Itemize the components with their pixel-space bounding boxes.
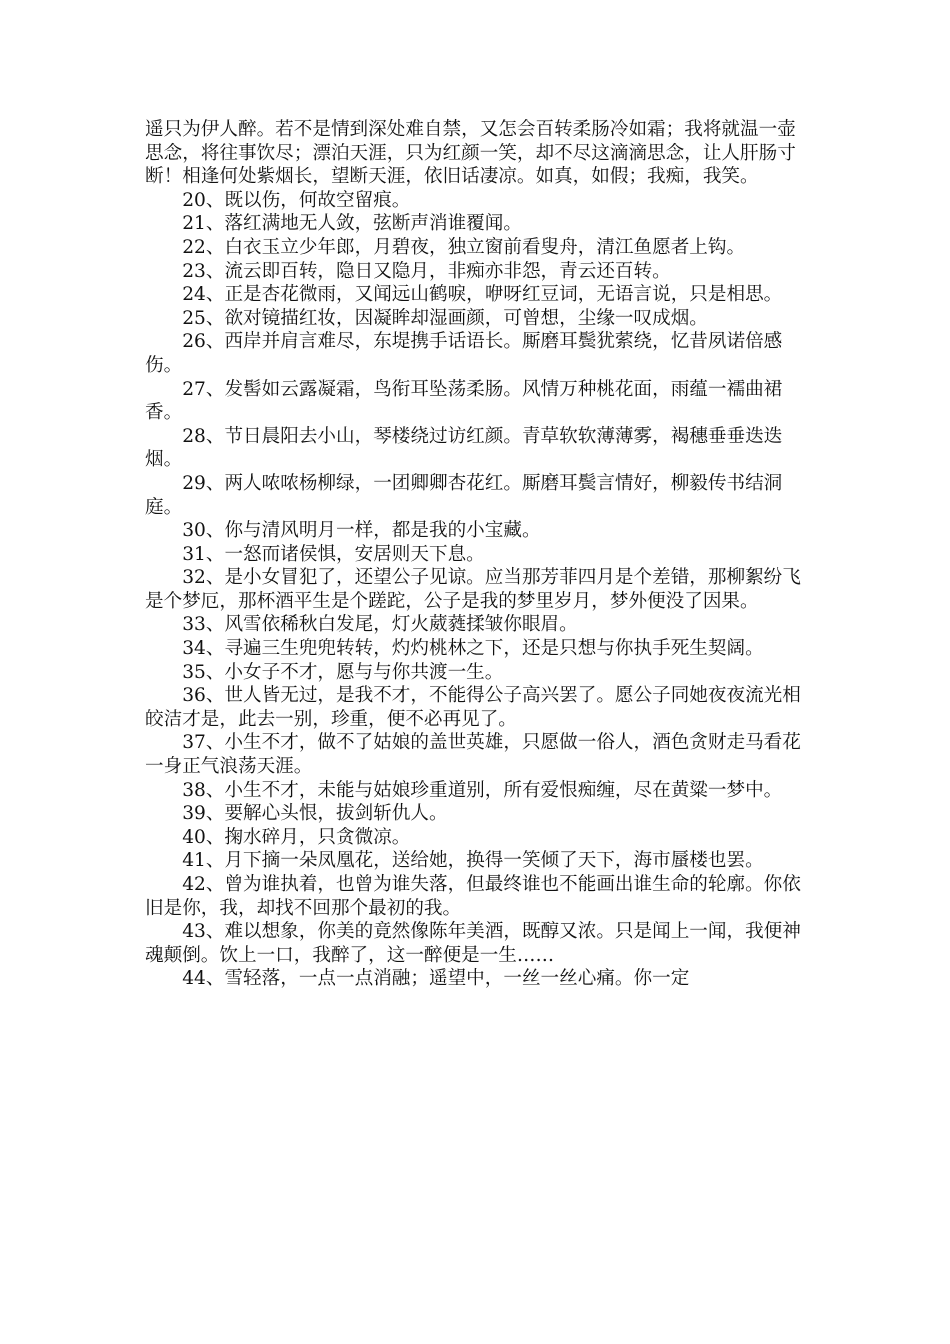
paragraph-32: 32、是小女冒犯了，还望公子见谅。应当那芳菲四月是个差错，那柳絮纷飞是个梦厄，那杯酒平生是个蹉跎，公子是我的梦里岁月，梦外便没了因果。 (145, 567, 801, 612)
paragraph-36: 36、世人皆无过，是我不才，不能得公子高兴罢了。愿公子同她夜夜流光相皎洁才是，此去一别，珍重，便不必再见了。 (145, 685, 801, 730)
paragraph-continuation: 遥只为伊人醉。若不是情到深处难自禁，又怎会百转柔肠冷如霜；我将就温一壶思念，将往事饮尽；漂泊天涯，只为红颜一笑，却不尽这滴滴思念，让人肝肠寸断！相逢何处紫烟长，望断天涯，依旧话凄凉。如真，如假；我痴，我笑。 (145, 119, 796, 188)
paragraph-43: 43、难以想象，你美的竟然像陈年美酒，既醇又浓。只是闻上一闻，我便神魂颠倒。饮上一口，我醉了，这一醉便是一生…… (145, 921, 801, 966)
paragraph-29: 29、两人哝哝杨柳绿，一团卿卿杏花红。厮磨耳鬓言情好，柳毅传书结洞庭。 (145, 472, 783, 518)
paragraph-41: 41、月下摘一朵凤凰花，送给她，换得一笑倾了天下，海市蜃楼也罢。 (182, 850, 764, 872)
document-body (145, 118, 811, 991)
paragraph-31: 31、一怒而诸侯惧，安居则天下息。 (182, 543, 485, 565)
paragraph-33: 33、风雪依稀秋白发尾，灯火葳蕤揉皱你眼眉。 (182, 614, 578, 636)
paragraph-35: 35、小女子不才，愿与与你共渡一生。 (182, 661, 504, 683)
paragraph-42: 42、曾为谁执着，也曾为谁失落，但最终谁也不能画出谁生命的轮廓。你依旧是你，我，却找不回那个最初的我。 (145, 874, 801, 919)
paragraph-21: 21、落红满地无人敛，弦断声消谁覆闻。 (182, 213, 522, 235)
paragraph-37: 37、小生不才，做不了姑娘的盖世英雄，只愿做一俗人，酒色贪财走马看花一身正气浪荡天涯。 (145, 732, 801, 778)
paragraph-38: 38、小生不才，未能与姑娘珍重道别，所有爱恨痴缠，尽在黄粱一梦中。 (182, 779, 783, 801)
paragraph-28: 28、节日晨阳去小山，琴楼绕过访红颜。青草软软薄薄雾，褐穗垂垂迭迭烟。 (145, 425, 783, 471)
paragraph-24: 24、正是杏花微雨，又闻远山鹤唳，咿呀红豆词，无语言说，只是相思。 (182, 284, 783, 306)
paragraph-34: 34、寻遍三生兜兜转转，灼灼桃林之下，还是只想与你执手死生契阔。 (182, 638, 764, 660)
paragraph-27: 27、发髻如云露凝霜，鸟衔耳坠荡柔肠。风情万种桃花面，雨蕴一襦曲裙香。 (145, 378, 783, 424)
paragraph-30: 30、你与清风明月一样，都是我的小宝藏。 (182, 520, 541, 542)
paragraph-25: 25、欲对镜描红妆，因凝眸却湿画颜，可曾想，尘缘一叹成烟。 (182, 307, 708, 329)
paragraph-40: 40、掬水碎月，只贪微凉。 (182, 826, 411, 848)
paragraph-39: 39、要解心头恨，拔剑斩仇人。 (182, 803, 448, 825)
paragraph-22: 22、白衣玉立少年郎，月碧夜，独立窗前看叟舟，清江鱼愿者上钩。 (182, 236, 746, 258)
paragraph-44: 44、雪轻落，一点一点消融；遥望中，一丝一丝心痛。你一定 (182, 968, 690, 990)
paragraph-23: 23、流云即百转，隐日又隐月，非痴亦非怨，青云还百转。 (182, 260, 671, 282)
paragraph-20: 20、既以伤，何故空留痕。 (182, 189, 411, 211)
paragraph-26: 26、西岸并肩言难尽，东堤携手话语长。厮磨耳鬓犹萦绕，忆昔夙诺倍感伤。 (145, 331, 783, 376)
